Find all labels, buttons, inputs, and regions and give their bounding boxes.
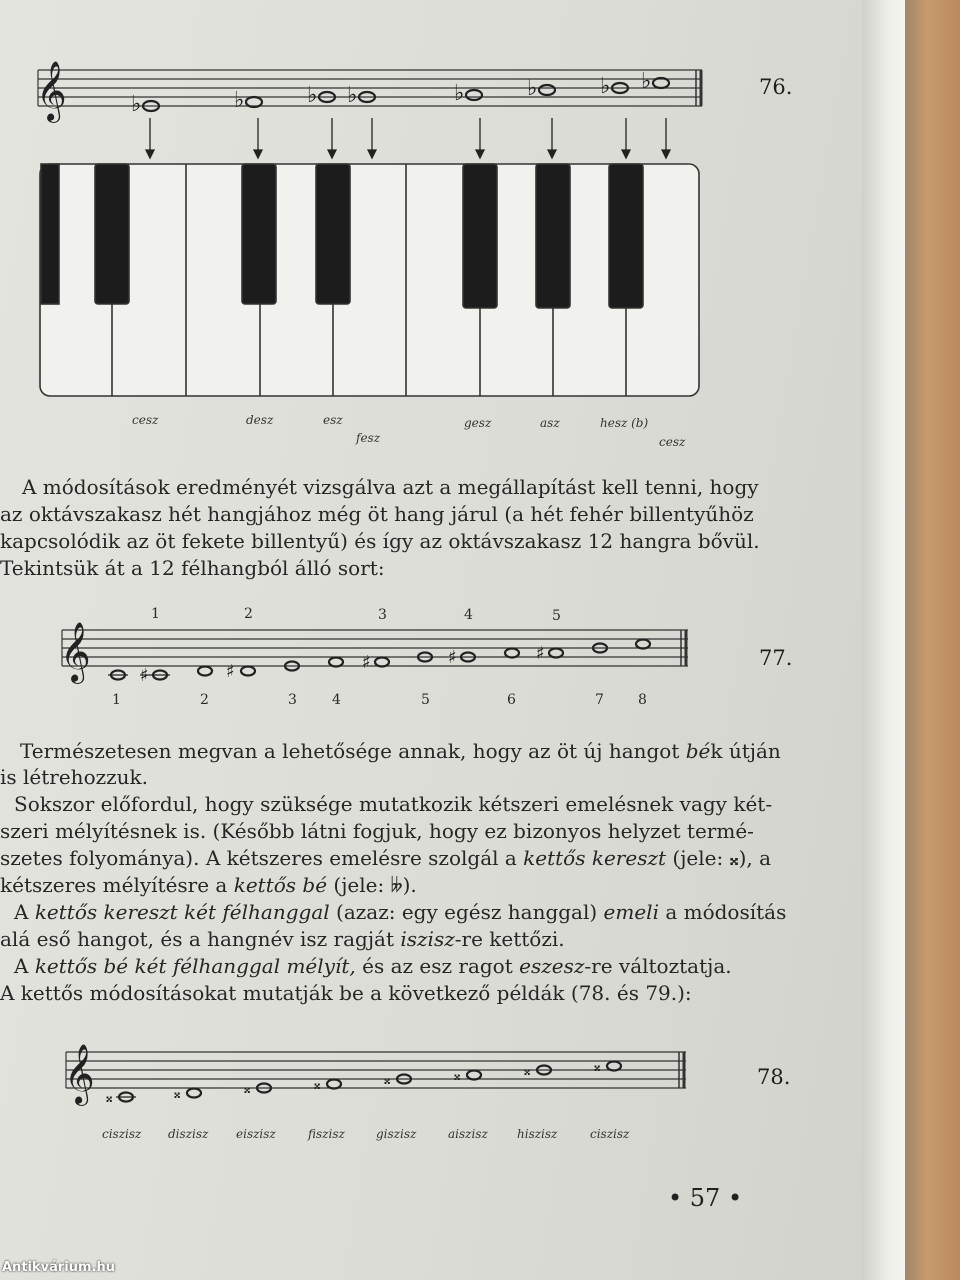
degree-number: 7 [595,692,604,708]
svg-text:𝄪: 𝄪 [106,1090,113,1106]
degree-number: 5 [421,692,430,708]
svg-text:♭: ♭ [527,76,538,101]
example-number-76: 76. [759,75,793,99]
svg-text:𝄪: 𝄪 [314,1077,321,1093]
text-span: (jele: [666,846,730,870]
text-line [0,845,772,872]
note-name: hiszisz [517,1127,558,1141]
text-line: A kettős módosításokat mutatják be a következő példák (78. és 79.): [0,981,692,1005]
example-number-77: 77. [759,646,793,670]
svg-text:♯: ♯ [140,665,149,686]
svg-text:𝄪: 𝄪 [524,1063,531,1079]
flat-notes-76 [131,69,669,117]
degree-number: 3 [288,692,297,708]
key-label: esz [323,413,343,427]
semitone-number: 5 [552,608,561,624]
degree-number: 4 [332,692,341,708]
text-span: (azaz: egy egész hanggal) [329,900,604,924]
svg-text:♭: ♭ [641,69,652,94]
text-line: Sokszor előfordul, hogy szüksége mutatkozik kétszeri emelésnek vagy két- [14,792,773,816]
semitone-number: 4 [464,607,473,623]
semitone-number: 1 [151,606,160,622]
svg-text:♭: ♭ [454,81,465,106]
key-label: fesz [356,431,381,445]
svg-text:♭: ♭ [131,92,142,117]
notes-77 [108,640,650,680]
key-label: desz [246,413,274,427]
degree-number: 8 [638,692,647,708]
semitone-number: 3 [378,607,387,623]
text-span: A [14,954,35,978]
treble-clef-76: 𝄞 [36,61,67,121]
emphasis: kettős kereszt két félhanggal [34,900,330,924]
arrows-76 [146,118,670,158]
svg-text:𝄪: 𝄪 [384,1072,391,1088]
double-sharp-notes-78 [106,1059,621,1106]
key-label: gesz [464,416,492,430]
text-span: szetes folyománya). A kétszeres emelésre szolgál a [0,846,524,870]
note-name: ciszisz [590,1127,630,1141]
svg-text:♯: ♯ [362,652,371,673]
text-span: ), a [738,846,772,870]
note-name: ciszisz [102,1127,142,1141]
note-name: diszisz [168,1127,209,1141]
emphasis: kettős bé [233,873,328,897]
semitone-number: 2 [244,606,253,622]
svg-text:𝄪: 𝄪 [174,1086,181,1102]
text-line: is létrehozzuk. [0,765,149,789]
text-span: k útján [710,739,781,763]
degree-number: 2 [200,692,209,708]
piano-keyboard [40,164,699,396]
text-span: -re változtatja. [584,954,732,978]
svg-text:𝄪: 𝄪 [244,1081,251,1097]
emphasis: iszisz [400,927,455,951]
emphasis: bé [685,739,711,763]
text-span: és az esz ragot [355,954,520,978]
text-line: kapcsolódik az öt fekete billentyű) és így az oktávszakasz 12 hangra bővül. [0,529,760,553]
text-line [20,738,780,765]
book-edge [905,0,960,1280]
key-label: hesz (b) [600,416,649,430]
text-line: Tekintsük át a 12 félhangból álló sort: [0,556,385,580]
double-sharp-symbol: 𝄪 [729,846,739,870]
double-flat-symbol: 𝄫 [390,873,403,897]
emphasis: emeli [603,900,659,924]
svg-text:♭: ♭ [347,83,358,108]
text-span: kétszeres mélyítésre a [0,873,234,897]
text-line [0,926,760,953]
text-line [14,953,774,980]
note-name: eiszisz [236,1127,276,1141]
key-label: cesz [659,435,686,449]
text-span: ). [402,873,417,897]
key-label: cesz [132,413,159,427]
text-line [14,899,787,926]
text-span: a módosítás [658,900,787,924]
text-line [0,872,760,899]
example-number-78: 78. [757,1065,791,1089]
text-span: alá eső hangot, és a hangnév isz ragját [0,927,401,951]
svg-text:♭: ♭ [307,83,318,108]
page-number: • 57 • [668,1184,743,1212]
figure-78 [0,1030,860,1150]
svg-text:♯: ♯ [226,661,235,682]
labels-78 [102,1127,630,1141]
text-span: (jele: [327,873,391,897]
watermark-logo: Antikvárium.hu [2,1260,115,1275]
figure-77 [0,590,860,720]
svg-text:♭: ♭ [600,74,611,99]
text-span: Természetesen megvan a lehetősége annak, hogy az öt új hangot [20,739,686,763]
text-span: A [14,900,35,924]
degree-number: 1 [112,692,121,708]
figure-76 [0,0,860,460]
text-line: szeri mélyítésnek is. (Később látni fogjuk, hogy ez bizonyos helyzet termé- [0,819,754,843]
svg-text:♯: ♯ [536,643,545,664]
emphasis: kettős kereszt [523,846,667,870]
note-name: giszisz [376,1127,417,1141]
emphasis: eszesz [519,954,585,978]
key-labels-76 [132,413,686,449]
svg-text:♭: ♭ [234,88,245,113]
svg-text:♯: ♯ [448,647,457,668]
key-label: asz [540,416,560,430]
svg-text:𝄪: 𝄪 [454,1068,461,1084]
text-line: az oktávszakasz hét hangjához még öt hang járul (a hét fehér billentyűhöz [0,502,754,526]
note-name: fiszisz [308,1127,345,1141]
treble-clef-78: 𝄞 [64,1044,95,1104]
page-gutter [862,0,905,1280]
treble-clef-77: 𝄞 [60,622,91,682]
emphasis: kettős bé két félhanggal mélyít, [34,954,356,978]
degree-number: 6 [507,692,516,708]
text-line: A módosítások eredményét vizsgálva azt a megállapítást kell tenni, hogy [22,475,759,499]
upper-numbers-77 [151,606,561,624]
note-name: aiszisz [448,1127,488,1141]
lower-numbers-77 [112,692,647,708]
text-span: -re kettőzi. [454,927,565,951]
svg-text:𝄪: 𝄪 [594,1059,601,1075]
